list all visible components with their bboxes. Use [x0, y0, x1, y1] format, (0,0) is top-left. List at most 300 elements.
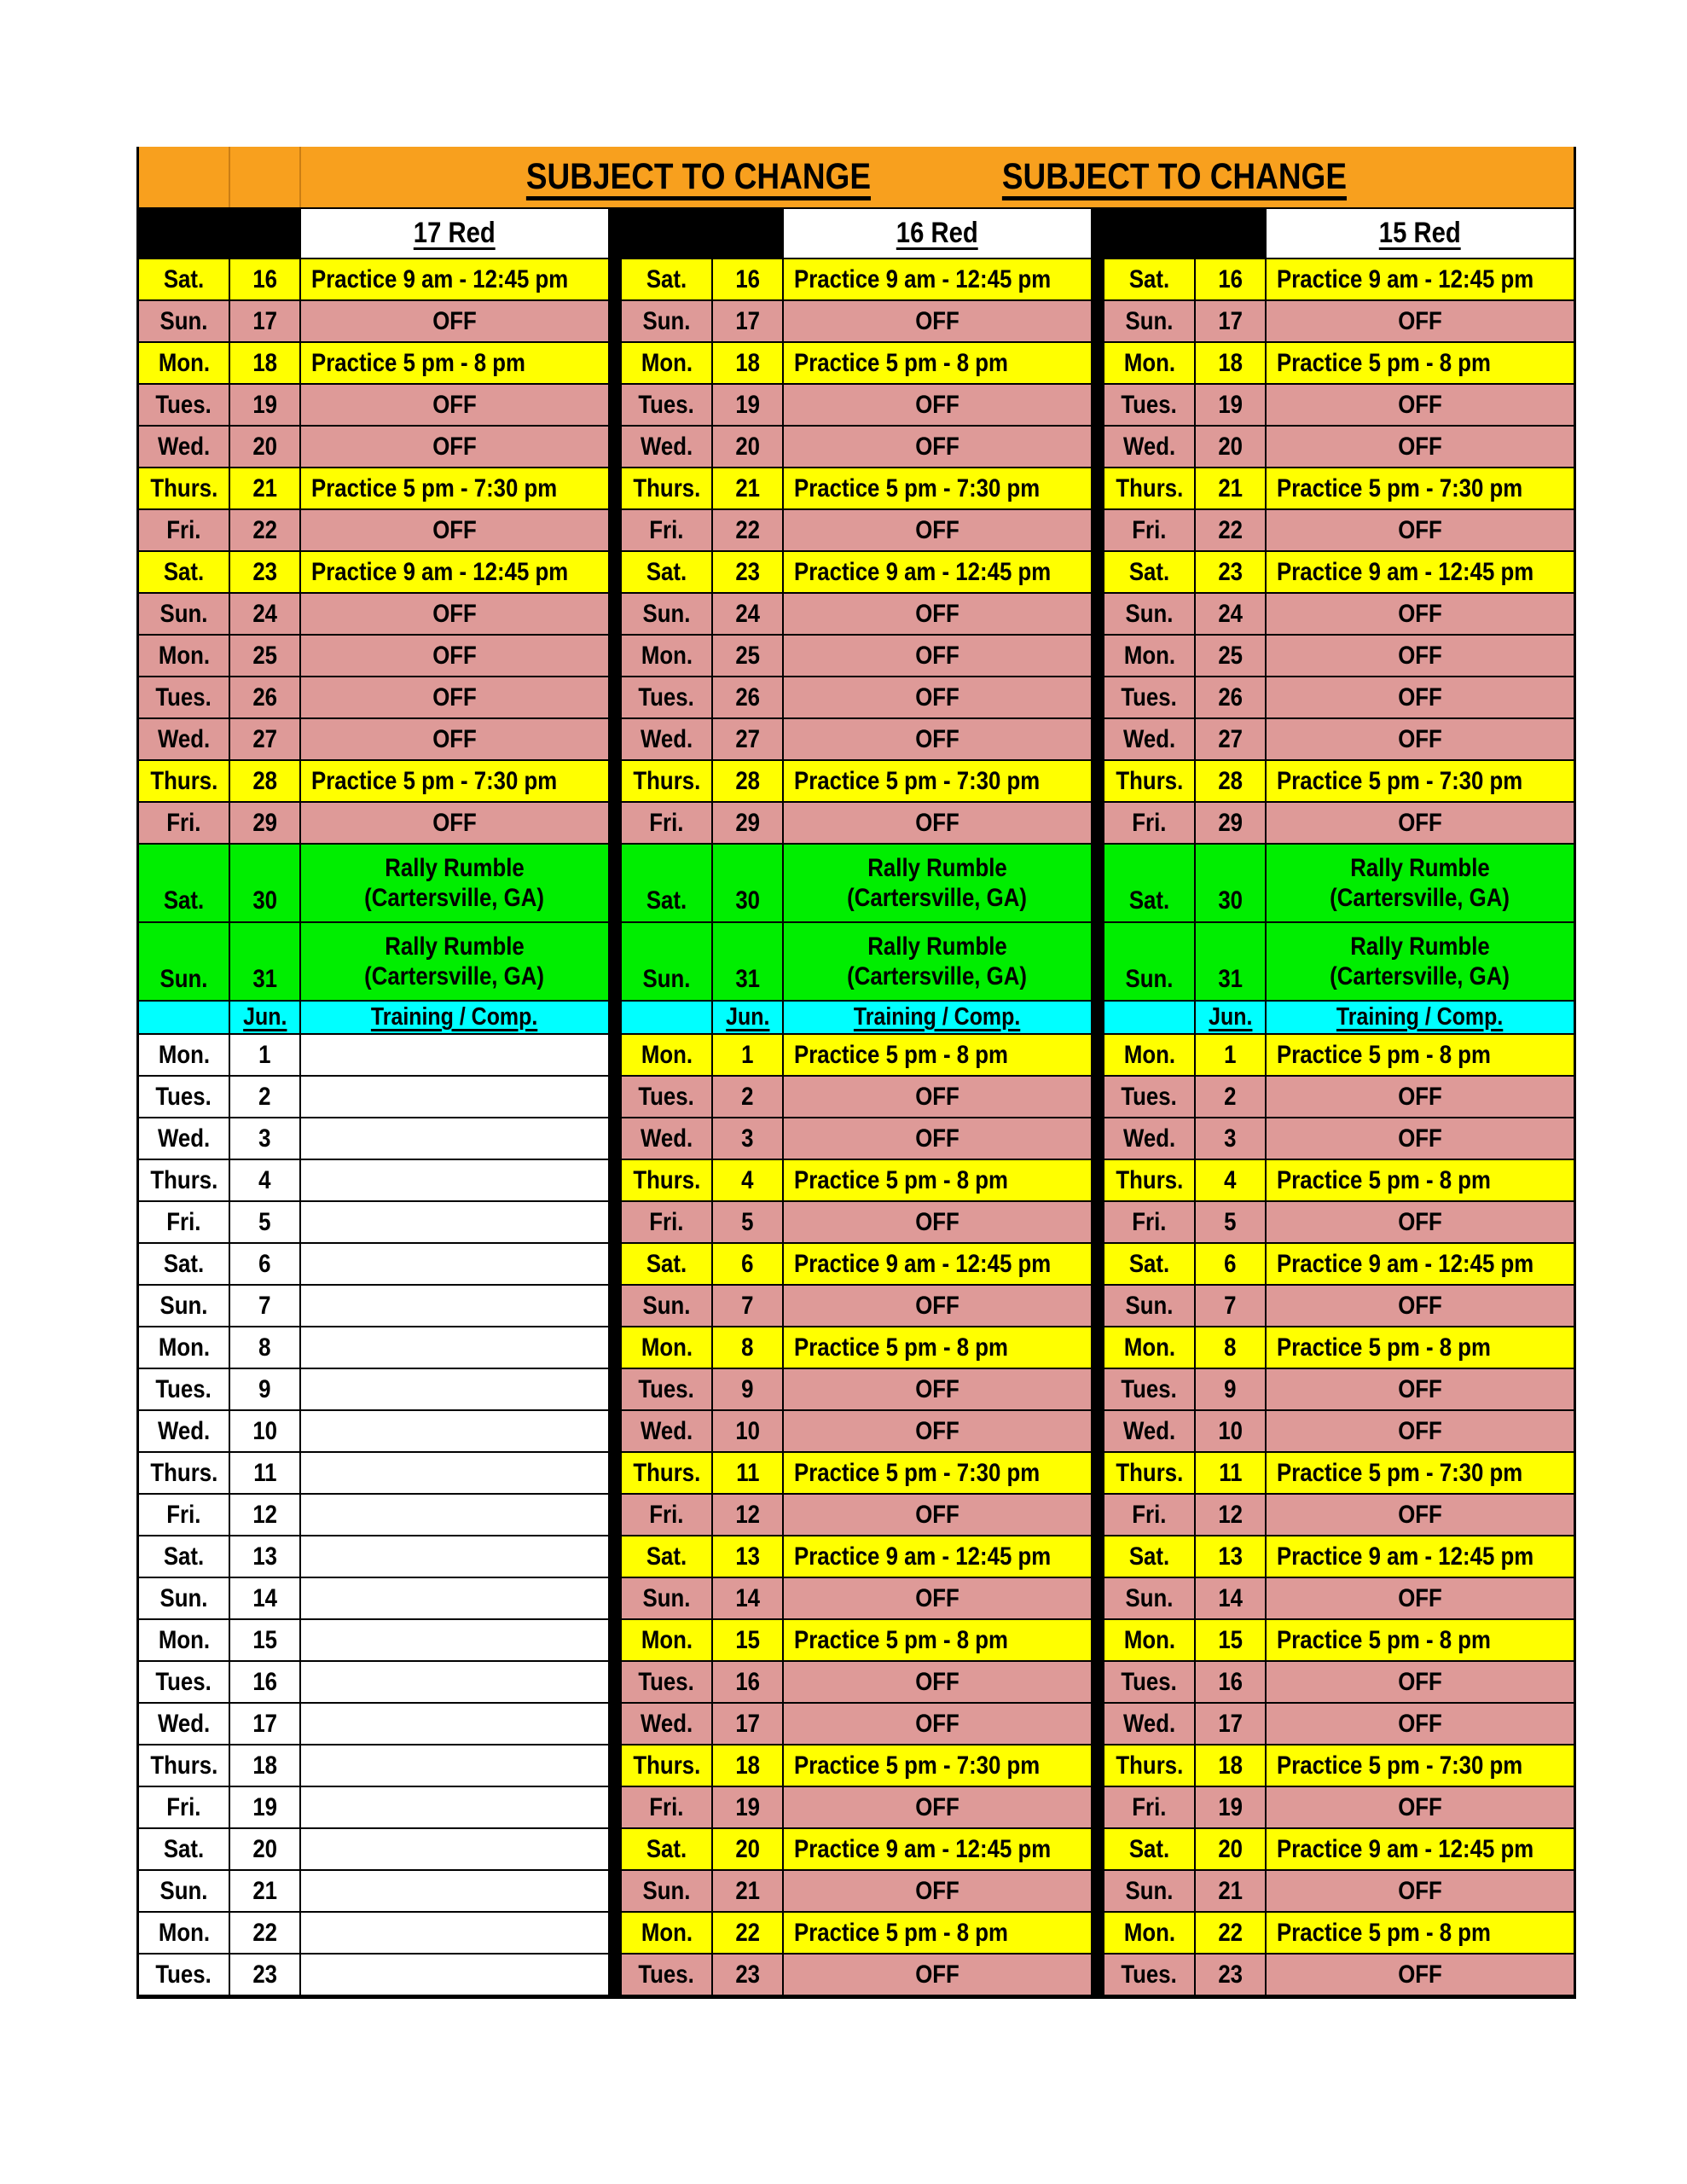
schedule-row-2: [139, 1077, 608, 1118]
date-label: 16: [252, 1667, 277, 1696]
day-label: Sat.: [163, 1249, 205, 1278]
day-label: Tues.: [155, 390, 212, 419]
schedule-row-28: [1104, 761, 1574, 803]
date-cell: [230, 719, 301, 759]
schedule-row-15: [622, 1620, 1091, 1662]
day-label: Sat.: [646, 264, 687, 293]
schedule-row-23: [139, 552, 608, 594]
day-label: Wed.: [157, 1124, 211, 1153]
activity-cell: [784, 923, 1091, 1000]
activity-label: OFF: [432, 682, 477, 712]
day-label: Mon.: [1123, 1040, 1175, 1069]
date-label: 2: [258, 1082, 271, 1111]
day-cell: [139, 343, 230, 383]
schedule-row-20: [622, 1829, 1091, 1871]
activity-label: OFF: [432, 599, 477, 628]
schedule-row-12: [139, 1495, 608, 1536]
activity-cell: [301, 1955, 608, 1995]
date-label: 17: [252, 306, 277, 335]
activity-label: OFF: [1398, 682, 1442, 712]
activity-cell: [301, 1495, 608, 1535]
day-label: Fri.: [1132, 515, 1167, 544]
day-cell: [1104, 1745, 1196, 1786]
date-label: 8: [258, 1333, 271, 1362]
activity-label: Practice 5 pm - 7:30 pm: [311, 766, 558, 795]
activity-cell: [784, 1578, 1091, 1618]
activity-label: Practice 5 pm - 7:30 pm: [1277, 766, 1523, 795]
day-cell: [1104, 1035, 1196, 1075]
activity-cell: [301, 385, 608, 425]
day-cell: [622, 1453, 713, 1493]
activity-label: Practice 9 am - 12:45 pm: [794, 1249, 1052, 1278]
activity-label: OFF: [915, 808, 959, 837]
day-cell: [1104, 1202, 1196, 1242]
date-cell: [713, 1913, 784, 1953]
team-name-label: 16 Red: [896, 217, 978, 249]
activity-cell: [1267, 259, 1574, 299]
day-label: Sat.: [1128, 1542, 1170, 1571]
day-cell: [1104, 1704, 1196, 1744]
date-label: 20: [735, 1834, 760, 1863]
date-cell: [1196, 1787, 1267, 1827]
activity-cell: [1267, 1244, 1574, 1284]
day-cell: [622, 385, 713, 425]
team-name-label: 15 Red: [1379, 217, 1461, 249]
activity-label: Practice 9 am - 12:45 pm: [794, 557, 1052, 586]
date-cell: [230, 1118, 301, 1159]
day-label: Fri.: [166, 1792, 201, 1821]
day-cell: [1104, 636, 1196, 676]
date-cell: [230, 385, 301, 425]
day-cell: [139, 1495, 230, 1535]
day-label: Wed.: [157, 1416, 211, 1445]
activity-cell: [301, 1244, 608, 1284]
day-cell: [622, 1244, 713, 1284]
team-name-label: 17 Red: [414, 217, 496, 249]
schedule-row-7: [139, 1286, 608, 1327]
activity-label: OFF: [915, 515, 959, 544]
date-label: 11: [735, 1458, 760, 1487]
day-cell: [139, 1536, 230, 1577]
activity-cell: [784, 1411, 1091, 1451]
date-cell: [230, 1369, 301, 1409]
schedule-row-7: [1104, 1286, 1574, 1327]
activity-location-label: (Cartersville, GA): [1330, 884, 1510, 912]
activity-label: Practice 5 pm - 7:30 pm: [1277, 1751, 1523, 1780]
day-cell: [1104, 468, 1196, 508]
activity-cell: [1267, 343, 1574, 383]
day-label: Sat.: [646, 1249, 687, 1278]
day-label: Sat.: [1128, 886, 1170, 915]
activity-cell: [301, 552, 608, 592]
date-cell: [1196, 1913, 1267, 1953]
day-cell: [139, 1662, 230, 1702]
activity-cell: [301, 1704, 608, 1744]
activity-cell: [1267, 1411, 1574, 1451]
date-cell: [713, 1160, 784, 1200]
day-label: Sun.: [159, 1583, 208, 1612]
day-label: Sat.: [646, 1542, 687, 1571]
day-cell: [1104, 1002, 1196, 1033]
schedule-row-Jun.: [622, 1002, 1091, 1035]
day-label: Sun.: [1125, 1876, 1174, 1905]
day-label: Tues.: [638, 1960, 695, 1989]
activity-cell: [784, 1704, 1091, 1744]
day-label: Thurs.: [1116, 1458, 1183, 1487]
date-label: 30: [1218, 886, 1243, 915]
activity-label: OFF: [915, 724, 959, 753]
activity-label: OFF: [432, 306, 477, 335]
day-label: Thurs.: [150, 473, 217, 502]
date-label: 12: [252, 1500, 277, 1529]
schedule-row-2: [1104, 1077, 1574, 1118]
date-cell: [230, 594, 301, 634]
date-label: 22: [1218, 1918, 1243, 1947]
date-label: 16: [735, 264, 760, 293]
date-label: 14: [252, 1583, 277, 1612]
date-cell: [1196, 301, 1267, 341]
schedule-row-22: [622, 1913, 1091, 1955]
activity-cell: [1267, 1160, 1574, 1200]
activity-cell: [784, 301, 1091, 341]
activity-cell: [784, 1453, 1091, 1493]
day-cell: [1104, 1411, 1196, 1451]
activity-label: Practice 5 pm - 7:30 pm: [794, 766, 1041, 795]
date-label: 16: [735, 1667, 760, 1696]
activity-cell: [1267, 719, 1574, 759]
schedule-row-17: [622, 301, 1091, 343]
day-label: Sat.: [163, 886, 205, 915]
activity-cell: [1267, 1745, 1574, 1786]
day-cell: [622, 719, 713, 759]
schedule-row-1: [139, 1035, 608, 1077]
activity-label: OFF: [432, 390, 477, 419]
schedule-row-5: [139, 1202, 608, 1244]
day-cell: [139, 923, 230, 1000]
date-label: 22: [735, 1918, 760, 1947]
day-cell: [139, 468, 230, 508]
day-cell: [622, 1578, 713, 1618]
day-cell: [1104, 343, 1196, 383]
schedule-row-10: [139, 1411, 608, 1453]
date-label: 22: [1218, 515, 1243, 544]
activity-label: Practice 5 pm - 8 pm: [1277, 348, 1491, 377]
activity-label: Practice 5 pm - 8 pm: [1277, 1918, 1491, 1947]
schedule-row-23: [1104, 552, 1574, 594]
schedule-row-5: [622, 1202, 1091, 1244]
activity-label: OFF: [915, 1876, 959, 1905]
activity-cell: [301, 1913, 608, 1953]
date-label: 1: [258, 1040, 271, 1069]
schedule-row-30: [622, 845, 1091, 923]
date-label: 22: [252, 1918, 277, 1947]
date-cell: [230, 1662, 301, 1702]
activity-cell: [1267, 803, 1574, 843]
date-label: 23: [1218, 1960, 1243, 1989]
date-cell: [713, 1871, 784, 1911]
schedule-row-21: [1104, 468, 1574, 510]
activity-cell: [1267, 1578, 1574, 1618]
date-cell: [1196, 1871, 1267, 1911]
schedule-row-7: [622, 1286, 1091, 1327]
schedule-row-13: [622, 1536, 1091, 1578]
date-cell: [713, 1411, 784, 1451]
activity-cell: [784, 1536, 1091, 1577]
schedule-row-15: [1104, 1620, 1574, 1662]
activity-label: OFF: [432, 641, 477, 670]
date-label: 28: [1218, 766, 1243, 795]
day-label: Fri.: [166, 808, 201, 837]
day-label: Sun.: [1125, 965, 1174, 993]
schedule-row-18: [139, 343, 608, 385]
schedule-row-24: [622, 594, 1091, 636]
day-label: Mon.: [158, 348, 210, 377]
schedule-row-11: [622, 1453, 1091, 1495]
date-label: 10: [1218, 1416, 1243, 1445]
activity-label: OFF: [1398, 432, 1442, 461]
day-cell: [622, 1160, 713, 1200]
schedule-row-18: [139, 1745, 608, 1787]
activity-cell: [1267, 1620, 1574, 1660]
activity-label: Rally Rumble: [385, 932, 525, 961]
date-cell: [713, 343, 784, 383]
day-cell: [139, 1871, 230, 1911]
schedule-row-12: [622, 1495, 1091, 1536]
day-cell: [1104, 677, 1196, 717]
activity-cell: [1267, 923, 1574, 1000]
date-label: Jun.: [242, 1003, 287, 1031]
date-label: 17: [252, 1709, 277, 1738]
activity-label: OFF: [1398, 1960, 1442, 1989]
day-label: Tues.: [155, 682, 212, 712]
activity-cell: [301, 1620, 608, 1660]
schedule-row-18: [1104, 343, 1574, 385]
date-cell: [713, 552, 784, 592]
activity-cell: [784, 1871, 1091, 1911]
team-column-16-red: [622, 209, 1091, 1996]
date-cell: [713, 1077, 784, 1117]
day-label: Thurs.: [1116, 1165, 1183, 1194]
day-label: Mon.: [641, 1918, 693, 1947]
team-column-15-red: [1104, 209, 1574, 1996]
activity-label: OFF: [915, 1583, 959, 1612]
schedule-row-11: [139, 1453, 608, 1495]
team-header: [139, 209, 608, 259]
schedule-row-6: [622, 1244, 1091, 1286]
day-label: Sun.: [1125, 599, 1174, 628]
date-label: 31: [735, 965, 760, 993]
activity-label: Training / Comp.: [1336, 1003, 1504, 1031]
day-cell: [139, 1286, 230, 1326]
activity-cell: [301, 1662, 608, 1702]
date-label: 25: [1218, 641, 1243, 670]
day-cell: [1104, 552, 1196, 592]
activity-label: OFF: [1398, 1792, 1442, 1821]
activity-cell: [784, 1369, 1091, 1409]
activity-cell: [1267, 1286, 1574, 1326]
date-cell: [230, 761, 301, 801]
date-cell: [230, 301, 301, 341]
day-label: Tues.: [638, 1667, 695, 1696]
date-label: 14: [735, 1583, 760, 1612]
day-cell: [1104, 594, 1196, 634]
schedule-row-16: [622, 259, 1091, 301]
date-cell: [713, 1202, 784, 1242]
day-cell: [622, 343, 713, 383]
date-cell: [230, 427, 301, 467]
activity-label: Rally Rumble: [867, 932, 1007, 961]
day-label: Mon.: [158, 1040, 210, 1069]
day-label: Mon.: [158, 1918, 210, 1947]
activity-cell: [301, 468, 608, 508]
day-label: Tues.: [638, 1082, 695, 1111]
date-cell: [230, 1286, 301, 1326]
date-label: 24: [252, 599, 277, 628]
activity-label: OFF: [432, 724, 477, 753]
date-label: 6: [1224, 1249, 1237, 1278]
day-cell: [1104, 1495, 1196, 1535]
day-label: Thurs.: [633, 1751, 700, 1780]
activity-cell: [301, 343, 608, 383]
schedule-row-5: [1104, 1202, 1574, 1244]
activity-cell: [784, 845, 1091, 921]
activity-cell: [301, 761, 608, 801]
team-name: [1267, 209, 1574, 258]
schedule-row-27: [1104, 719, 1574, 761]
activity-cell: [301, 259, 608, 299]
activity-cell: [301, 1745, 608, 1786]
date-cell: [1196, 1077, 1267, 1117]
date-cell: [1196, 1327, 1267, 1368]
activity-label: Practice 9 am - 12:45 pm: [794, 1834, 1052, 1863]
day-cell: [139, 1244, 230, 1284]
schedule-row-27: [139, 719, 608, 761]
activity-cell: [1267, 1202, 1574, 1242]
day-cell: [139, 1002, 230, 1033]
activity-label: Practice 5 pm - 8 pm: [1277, 1333, 1491, 1362]
day-cell: [622, 1704, 713, 1744]
activity-cell: [301, 427, 608, 467]
activity-cell: [301, 803, 608, 843]
activity-cell: [301, 1118, 608, 1159]
day-label: Tues.: [1121, 1082, 1178, 1111]
date-cell: [713, 719, 784, 759]
activity-label: Practice 5 pm - 8 pm: [794, 348, 1008, 377]
schedule-row-17: [139, 1704, 608, 1745]
day-label: Wed.: [157, 724, 211, 753]
activity-cell: [784, 719, 1091, 759]
day-label: Sun.: [1125, 1583, 1174, 1612]
date-cell: [713, 1578, 784, 1618]
date-cell: [1196, 1955, 1267, 1995]
date-label: 11: [252, 1458, 277, 1487]
activity-cell: [784, 1662, 1091, 1702]
day-label: Wed.: [640, 724, 693, 753]
header-black-spacer: [139, 209, 301, 258]
date-label: 4: [258, 1165, 271, 1194]
activity-cell: [301, 1787, 608, 1827]
date-label: 2: [741, 1082, 754, 1111]
date-cell: [230, 677, 301, 717]
activity-cell: [1267, 1955, 1574, 1995]
date-label: 29: [735, 808, 760, 837]
day-label: Mon.: [641, 1333, 693, 1362]
date-label: 9: [741, 1374, 754, 1403]
day-cell: [139, 1787, 230, 1827]
activity-label: Practice 5 pm - 8 pm: [794, 1333, 1008, 1362]
day-cell: [1104, 1244, 1196, 1284]
subject-to-change-text-2: SUBJECT TO CHANGE: [1001, 156, 1347, 197]
activity-label: Practice 5 pm - 8 pm: [794, 1625, 1008, 1654]
activity-label: Practice 5 pm - 8 pm: [794, 1918, 1008, 1947]
day-label: Mon.: [641, 641, 693, 670]
day-label: Sat.: [1128, 1834, 1170, 1863]
date-cell: [1196, 677, 1267, 717]
activity-label: Practice 9 am - 12:45 pm: [1277, 1542, 1534, 1571]
schedule-row-28: [139, 761, 608, 803]
activity-location-label: (Cartersville, GA): [364, 884, 545, 912]
day-cell: [622, 677, 713, 717]
day-cell: [622, 1118, 713, 1159]
date-label: 19: [252, 1792, 277, 1821]
activity-label: Practice 5 pm - 7:30 pm: [794, 1751, 1041, 1780]
date-label: 21: [735, 473, 760, 502]
schedule-row-6: [139, 1244, 608, 1286]
day-cell: [139, 552, 230, 592]
schedule-row-16: [139, 1662, 608, 1704]
activity-cell: [784, 1745, 1091, 1786]
date-cell: [1196, 468, 1267, 508]
day-label: Sun.: [642, 599, 691, 628]
activity-label: OFF: [915, 1124, 959, 1153]
date-label: 20: [1218, 1834, 1243, 1863]
activity-cell: [1267, 1829, 1574, 1869]
day-cell: [139, 1745, 230, 1786]
day-label: Mon.: [1123, 1625, 1175, 1654]
date-cell: [713, 1035, 784, 1075]
day-cell: [1104, 761, 1196, 801]
schedule-row-14: [139, 1578, 608, 1620]
schedule-row-9: [1104, 1369, 1574, 1411]
activity-label: OFF: [915, 1709, 959, 1738]
activity-label: OFF: [915, 599, 959, 628]
date-label: 7: [1224, 1291, 1237, 1320]
activity-cell: [1267, 845, 1574, 921]
schedule-row-21: [139, 1871, 608, 1913]
activity-cell: [1267, 677, 1574, 717]
activity-cell: [301, 1453, 608, 1493]
day-label: Thurs.: [633, 1165, 700, 1194]
date-cell: [1196, 1829, 1267, 1869]
day-cell: [139, 1578, 230, 1618]
date-cell: [713, 259, 784, 299]
date-label: 1: [741, 1040, 754, 1069]
date-cell: [713, 468, 784, 508]
date-label: 19: [735, 1792, 760, 1821]
day-cell: [622, 1913, 713, 1953]
day-label: Sun.: [642, 1291, 691, 1320]
schedule-row-20: [1104, 1829, 1574, 1871]
date-cell: [1196, 636, 1267, 676]
day-cell: [622, 510, 713, 550]
date-label: 6: [258, 1249, 271, 1278]
day-cell: [1104, 803, 1196, 843]
day-cell: [139, 1955, 230, 1995]
activity-cell: [784, 510, 1091, 550]
day-cell: [139, 1118, 230, 1159]
day-cell: [622, 1662, 713, 1702]
activity-cell: [784, 385, 1091, 425]
